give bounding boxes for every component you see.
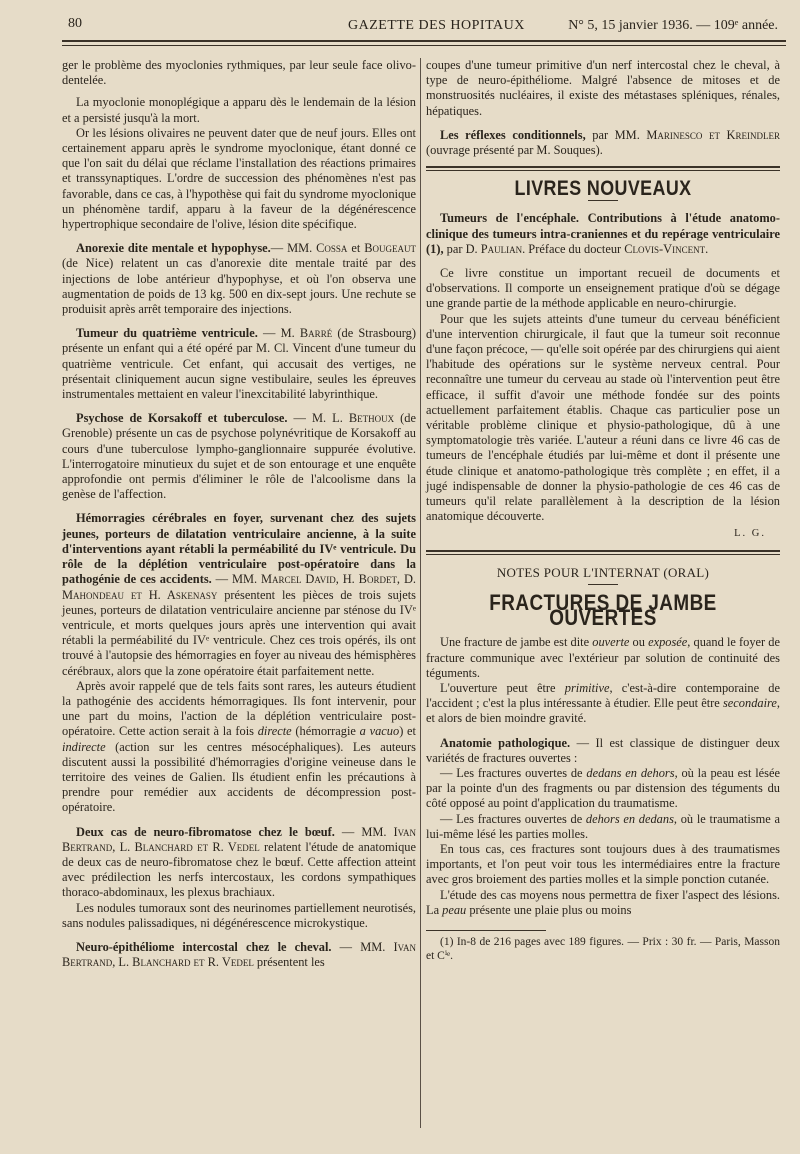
paragraph: Pour que les sujets atteints d'une tumeur du cerveau bénéficient d'une intervention chirurgicale, il faut que la tumeur soit reconnue d'une façon précoce, — qu'elle soit opérée par des chirurgiens qui aient l'habitude des opérations sur le système nerveux central. Pour reconnaître une tumeur du cerveau au stade où l'intervention peut être efficace, il suffit d'avoir une méthode fondée sur des points actuellement parfaitement établis. Chaque cas particulier pose un véritable problème clinique et physio-pathologique, dû à une symptomatologie très variée. L'auteur a réuni dans ce livre 46 cas de tumeurs de l'encéphale étudiés par lui-même et dont il présente une étude clinique et anatomo-pathologique très complète ; en effet, il a jugé indispensable de donner la physio-pathologie de ces 46 cas de tumeurs qu'il relate parallèlement à la description de la lésion anatomique découverte. xyxy=(426,311,780,524)
journal-title: GAZETTE DES HOPITAUX xyxy=(348,18,525,33)
author-name: Paulian xyxy=(480,241,523,256)
header-rule xyxy=(62,40,786,42)
article-title: Anorexie dite mentale et hypophyse. xyxy=(76,241,271,256)
paragraph: L'ouverture peut être primitive, c'est-à-dire contemporaine de l'accident ; c'est la plus intéressante à étudier. Elle peut être secondaire, et alors de bien moindre gravité. xyxy=(426,680,780,726)
article-anorexie: Anorexie dite mentale et hypophyse.— MM. Cossa et Bougeaut (de Nice) relatent un cas d'anorexie dite mentale traité par des injections de lobe antérieur d'hypophyse, et où l'on observa une augmentation de poids de 13 kg. 500 en dix-sept jours. Une rechute se produisit après arrêt temporaire des injections. xyxy=(62,241,416,317)
author-name: Cossa xyxy=(316,241,348,256)
author-name: Barré xyxy=(299,326,333,341)
page-header xyxy=(62,14,786,38)
paragraph: Or les lésions olivaires ne peuvent dater que de neuf jours. Elles ont certainement apparu après le syndrome myoclonique, étant donné ce que l'on sait du délai que réclame l'installation des réactions primaires et transsynaptiques. L'ordre de succession des phénomènes n'est pas favorable, dans ce cas, à l'hypothèse qui fait du syndrome myoclonique un phénomène tardif, apparu à la faveur de la dégénérescence hypertrophique secondaire de l'olive, lésion dite spécifique. xyxy=(62,125,416,232)
paragraph: Anatomie pathologique. — Il est classique de distinguer deux variétés de fractures ouvertes : xyxy=(426,735,781,765)
section-title-notes: NOTES POUR L'INTERNAT (ORAL) xyxy=(496,564,710,580)
section-rule xyxy=(426,166,780,171)
title-underline xyxy=(588,584,618,585)
author-names: Marcel David, H. Bordet, D. Mahondeau et H. Askenasy xyxy=(62,572,416,602)
article-hemorragies: Hémorragies cérébrales en foyer, survenant chez des sujets jeunes, porteurs de dilatation ventriculaire ancienne, à la suite d'interventions ayant rétabli la perméabilité du IVᵉ ventricule. Du rôle de la déplétion ventriculaire post-opératoire dans la pathogénie de ces accidents. — MM. Marcel David, H. Bordet, D. Mahondeau et H. Askenasy présentent les pièces de trois sujets jeunes, porteurs de dilatation ventriculaire ancienne par sténose du IVᵉ ventricule, et morts quelques jours après une intervention qui avait rétabli la perméabilité du IVᵉ ventricule. Chez ces trois opérés, ils ont trouvé à l'autopsie des hémorragies en foyer au niveau des hémisphères cérébraux, alors que la zone opératoire était parfaitement nette. xyxy=(62,511,416,678)
article-reflexes: Les réflexes conditionnels, par MM. Marinesco et Kreindler (ouvrage présenté par M. Souques). xyxy=(426,127,780,158)
column-separator xyxy=(420,58,421,1128)
right-column xyxy=(426,58,780,963)
article-psychose: Psychose de Korsakoff et tuberculose. — M. L. Bethoux (de Grenoble) présente un cas de psychose polynévritique de Korsakoff au cours d'une tuberculose lympho-ganglionnaire suppurée évolutive. L'interrogatoire minutieux du sujet et de son entourage et une enquête approfondie ont permis d'éliminer le rôle de l'alcoolisme dans la genèse de l'affection. xyxy=(62,411,416,502)
author-name: Bougeaut xyxy=(364,241,416,256)
author-names: Ivan Bertrand, L. Blanchard et R. Vedel xyxy=(62,939,416,970)
paragraph: La myoclonie monoplégique a apparu dès le lendemain de la lésion et a persisté jusqu'à la mort. xyxy=(62,95,416,125)
footnote-rule xyxy=(426,930,546,931)
article-neurofibromatose: Deux cas de neuro-fibromatose chez le bœuf. — MM. Ivan Bertrand, L. Blanchard et R. Vedel relatent l'étude de anatomique de deux cas de neuro-fibromatose chez le bœuf. Cette affection atteint avec prédilection les nerfs intercostaux, les cordons sympathiques thoraco-abdominaux, les plexus brachiaux. xyxy=(62,824,416,900)
article-title: Psychose de Korsakoff et tuberculose. xyxy=(76,411,288,426)
page-number: 80 xyxy=(68,16,82,31)
article-title: Neuro-épithéliome intercostal chez le cheval. xyxy=(76,939,332,954)
paragraph: Après avoir rappelé que de tels faits sont rares, les auteurs étudient la pathogénie des accidents hémorragiques. Ils font intervenir, pour une part du moins, l'action de la déplétion ventriculaire post-opératoire. Cette action serait à la fois directe (hémorragie a vacuo) et indirecte (action sur les centres mésocéphaliques). Les auteurs discutent aussi la possibilité d'hémorragies d'origine veineuse dans le territoire des veines de Galien. Ils étudient enfin les précautions à prendre pour remédier aux accidents de décompression post-opératoire. xyxy=(62,678,416,815)
subsection-title: Anatomie pathologique. xyxy=(440,735,571,750)
article-neuroepitheliome: Neuro-épithéliome intercostal chez le cheval. — MM. Ivan Bertrand, L. Blanchard et R. Vedel présentent les xyxy=(62,939,416,970)
paragraph: En tous cas, ces fractures sont toujours dues à des traumatismes importants, et l'on peut voir tous les intermédiaires entre la fracture avec gros broiement des parties molles et la simple ponction cutanée. xyxy=(426,841,780,887)
article-title: Les réflexes conditionnels, xyxy=(440,127,586,142)
article-title: Hémorragies cérébrales en foyer, survenant chez des sujets jeunes, porteurs de dilatation ventriculaire ancienne, à la suite d'interventions ayant rétabli la perméabilité du IVᵉ ventricule. Du rôle de la déplétion ventriculaire post-opératoire dans la pathogénie de ces accidents. xyxy=(62,511,416,587)
paragraph: — Les fractures ouvertes de dedans en dehors, où la peau est lésée par la pointe d'un des fragments ou par distension des téguments du côté opposé au point d'application du traumatisme. xyxy=(426,765,780,811)
footnote: (1) In-8 de 216 pages avec 189 figures. — Prix : 30 fr. — Paris, Masson et Cⁱᵉ. xyxy=(426,935,780,962)
issue-info: N° 5, 15 janvier 1936. — 109ᵉ année. xyxy=(568,18,778,33)
paragraph: Une fracture de jambe est dite ouverte ou exposée, quand le foyer de fracture communique avec l'extérieur par solution de continuité des téguments. xyxy=(426,635,780,680)
book-entry: Tumeurs de l'encéphale. Contributions à l'étude anatomo-clinique des tumeurs intra-craniennes et du repérage ventriculaire (1), par D. Paulian. Préface du docteur Clovis-Vincent. xyxy=(426,211,780,256)
section-title-livres: LIVRES NOUVEAUX xyxy=(514,177,692,201)
paragraph: Ce livre constitue un important recueil de documents et d'observations. Il comporte un enseignement pratique d'où se dégage une grande partie de la méthode applicable en neuro-chirurgie. xyxy=(426,266,780,311)
article-title: Tumeur du quatrième ventricule. xyxy=(76,326,258,341)
book-title: Tumeurs de l'encéphale. Contributions à l'étude anatomo-clinique des tumeurs intra-craniennes et du repérage ventriculaire (1), xyxy=(426,211,780,256)
article-tumeur: Tumeur du quatrième ventricule. — M. Barré (de Strasbourg) présente un enfant qui a été opéré par M. Cl. Vincent d'une tumeur du quatrième ventricule. Cet enfant, qui accusait des vertiges, ne présentait cliniquement aucun signe vestibulaire, seules les épreuves instrumentales mettaient en valeur l'inexcitabilité labyrinthique. xyxy=(62,326,417,402)
paragraph: ger le problème des myoclonies rythmiques, par leur seule face olivo-dentelée. xyxy=(62,58,416,88)
article-title: Deux cas de neuro-fibromatose chez le bœuf. xyxy=(76,824,335,839)
author-name: Bethoux xyxy=(348,411,395,426)
paragraph: L'étude des cas moyens nous permettra de fixer l'aspect des lésions. La peau présente une plaie plus ou moins xyxy=(426,887,780,917)
header-rule-thin xyxy=(62,45,786,46)
paragraph: Les nodules tumoraux sont des neurinomes partiellement neurotisés, sans nodules palissadiques, ni dégénérescence microkystique. xyxy=(62,900,416,930)
paragraph: — Les fractures ouvertes de dehors en dedans, où le traumatisme a lui-même lésé les parties molles. xyxy=(426,811,780,841)
author-names: Marinesco et Kreindler xyxy=(646,127,780,142)
left-column xyxy=(62,58,416,970)
paragraph: coupes d'une tumeur primitive d'un nerf intercostal chez le cheval, à type de neuro-épithéliome. Malgré l'absence de mitoses et de monstruosités nucléaires, il existe des métastases spléniques, rénales, hépatiques. xyxy=(426,58,780,118)
signature: L. G. xyxy=(734,528,766,540)
preface-author: Clovis-Vincent xyxy=(624,241,706,256)
section-rule xyxy=(426,550,780,555)
article-title-fractures: FRACTURES DE JAMBE OUVERTES xyxy=(489,589,717,631)
author-names: Ivan Bertrand, L. Blanchard et R. Vedel xyxy=(62,824,416,854)
title-underline xyxy=(588,200,618,201)
